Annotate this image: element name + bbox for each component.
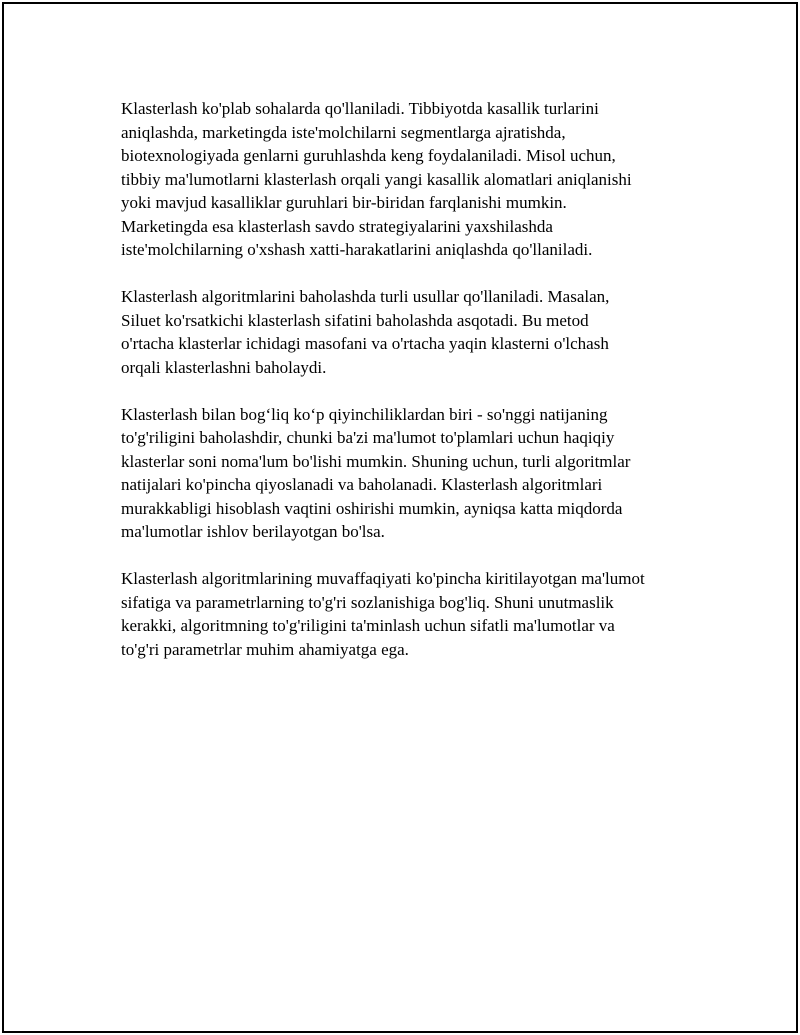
paragraph-line: Klasterlash ko'plab sohalarda qo'llaniladi. Tibbiyotda kasallik turlarini	[121, 99, 599, 118]
paragraph-3	[121, 403, 701, 544]
paragraph-line: sifatiga va parametrlarning to'g'ri sozlanishiga bog'liq. Shuni unutmaslik	[121, 592, 614, 612]
paragraph-line: aniqlashda, marketingda iste'molchilarni segmentlarga ajratishda,	[121, 122, 566, 142]
paragraph-1	[121, 97, 701, 262]
paragraph-line: Klasterlash bilan bog‘liq ko‘p qiyinchiliklardan biri - so'nggi natijaning	[121, 404, 608, 424]
document-body	[121, 97, 701, 685]
paragraph-line: biotexnologiyada genlarni guruhlashda keng foydalaniladi. Misol uchun,	[121, 146, 616, 165]
paragraph-line: Marketingda esa klasterlash savdo strategiyalarini yaxshilashda	[121, 216, 553, 236]
paragraph-line: to'g'ri parametrlar muhim ahamiyatga ega.	[121, 639, 409, 659]
paragraph-line: murakkabligi hisoblash vaqtini oshirishi mumkin, ayniqsa katta miqdorda	[121, 498, 623, 518]
paragraph-line: kerakki, algoritmning to'g'riligini ta'minlash uchun sifatli ma'lumotlar va	[121, 616, 615, 635]
paragraph-2	[121, 285, 701, 379]
paragraph-line: tibbiy ma'lumotlarni klasterlash orqali yangi kasallik alomatlari aniqlanishi	[121, 169, 632, 189]
paragraph-line: Klasterlash algoritmlarining muvaffaqiyati ko'pincha kiritilayotgan ma'lumot	[121, 569, 645, 588]
paragraph-line: orqali klasterlashni baholaydi.	[121, 357, 327, 377]
paragraph-line: klasterlar soni noma'lum bo'lishi mumkin. Shuning uchun, turli algoritmlar	[121, 451, 631, 471]
paragraph-line: o'rtacha klasterlar ichidagi masofani va o'rtacha yaqin klasterni o'lchash	[121, 334, 609, 353]
paragraph-line: Siluet ko'rsatkichi klasterlash sifatini baholashda asqotadi. Bu metod	[121, 310, 589, 330]
paragraph-line: yoki mavjud kasalliklar guruhlari bir-biridan farqlanishi mumkin.	[121, 193, 567, 212]
paragraph-line: Klasterlash algoritmlarini baholashda turli usullar qo'llaniladi. Masalan,	[121, 287, 610, 306]
paragraph-line: to'g'riligini baholashdir, chunki ba'zi ma'lumot to'plamlari uchun haqiqiy	[121, 428, 615, 447]
paragraph-line: natijalari ko'pincha qiyoslanadi va baholanadi. Klasterlash algoritmlari	[121, 475, 603, 494]
paragraph-4	[121, 567, 701, 661]
paragraph-line: iste'molchilarning o'xshash xatti-harakatlarini aniqlashda qo'llaniladi.	[121, 240, 593, 259]
paragraph-line: ma'lumotlar ishlov berilayotgan bo'lsa.	[121, 522, 385, 541]
page-frame	[2, 2, 798, 1033]
